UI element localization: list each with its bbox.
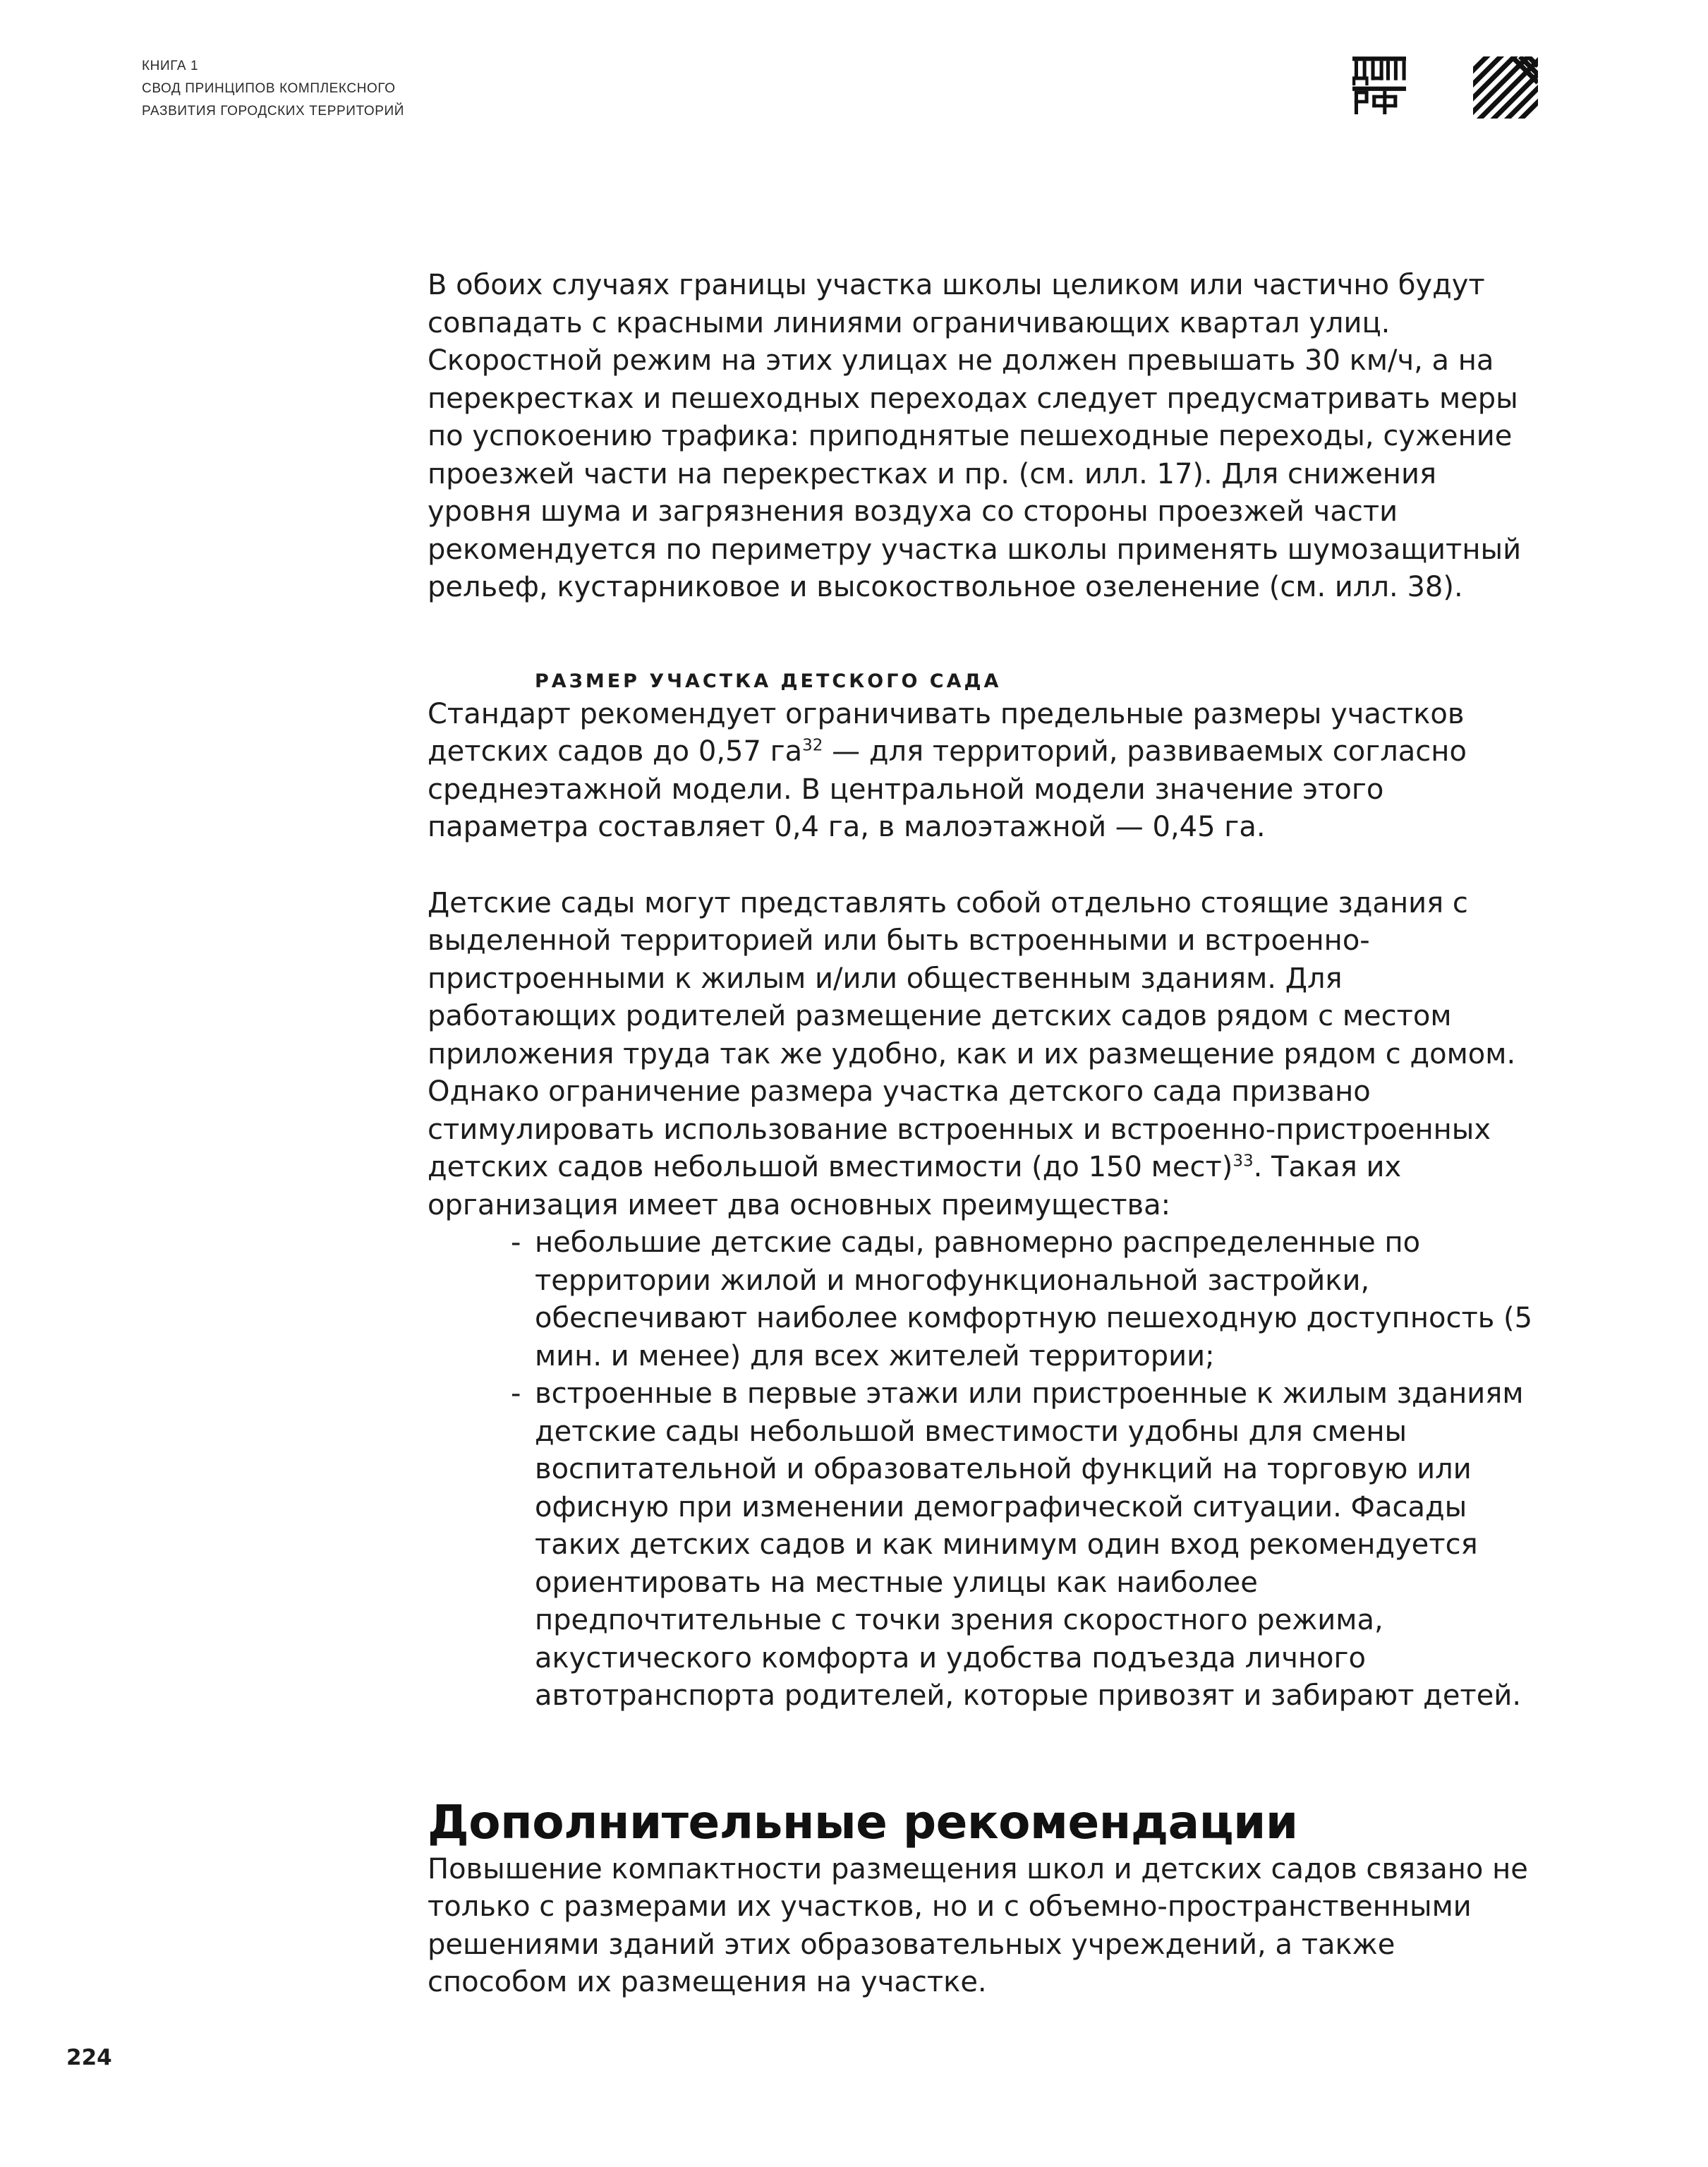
paragraph-text: Детские сады могут представлять собой отдельно стоящие здания с выделенной территорией или быть встроенными и встроенно-пристроенными к жилым и/или общественным зданиям. Для работающих родителей размещение детских садов рядом с местом приложения труда так же удобно, как и их размещение рядом с домом. Однако ограничение размера участка детского сада призвано стимулировать использование встроенных и встроенно-пристроенных детских садов небольшой вместимости (до 150 мест) xyxy=(428,886,1516,1183)
paragraph-text: Стандарт рекомендует ограничивать предельные размеры участков детских садов до 0,57 га xyxy=(428,697,1465,768)
footnote-ref-33: 33 xyxy=(1232,1152,1254,1171)
running-header xyxy=(142,55,777,123)
body-column xyxy=(428,267,1539,2002)
book-title-line-2: РАЗВИТИЯ ГОРОДСКИХ ТЕРРИТОРИЙ xyxy=(142,104,405,119)
advantages-list xyxy=(428,1224,1539,1715)
striped-emblem-logo[interactable] xyxy=(1473,56,1538,119)
list-item xyxy=(428,1224,1539,1375)
paragraph-compactness: Повышение компактности размещения школ и детских садов связано не только с размерами их участков, но и с объемно-пространственными решениями зданий этих образовательных учреждений, а также способом их размещения на участке. xyxy=(428,1852,1528,1998)
list-item xyxy=(428,1375,1539,1715)
paragraph-kindergarten-standard xyxy=(428,696,1539,847)
footnote-ref-32: 32 xyxy=(802,736,823,755)
dom-rf-logo[interactable] xyxy=(1352,56,1406,119)
paragraph-text: . Такая их организация имеет два основных преимущества: xyxy=(428,1151,1402,1221)
list-item-text: небольшие детские сады, равномерно распределенные по территории жилой и многофункциональной застройки, обеспечивают наиболее комфортную пешеходную доступность (5 мин. и менее) для всех жителей территории; xyxy=(535,1226,1533,1372)
list-item-text: встроенные в первые этажи или пристроенные к жилым зданиям детские сады небольшой вместимости удобны для смены воспитательной и образовательной функций на торговую или офисную при изменении демографической ситуации. Фасады таких детских садов и как минимум один вход рекомендуется ориентировать на местные улицы как наиболее предпочтительные с точки зрения скоростного режима, акустического комфорта и удобства подъезда личного автотранспорта родителей, которые привозят и забирают детей. xyxy=(535,1377,1524,1712)
book-title-line-1: СВОД ПРИНЦИПОВ КОМПЛЕКСНОГО xyxy=(142,81,396,96)
bullet-dash: - xyxy=(511,1226,521,1259)
paragraph-text: — для территорий, развиваемых согласно среднеэтажной модели. В центральной модели значение этого параметра составляет 0,4 га, в малоэтажной — 0,45 га. xyxy=(428,735,1467,843)
page-number: 224 xyxy=(66,2045,112,2070)
subheading-kindergarten-plot-size: РАЗМЕР УЧАСТКА ДЕТСКОГО САДА xyxy=(535,670,1002,692)
paragraph-kindergarten-types xyxy=(428,885,1539,1225)
bullet-dash: - xyxy=(511,1377,521,1410)
paragraph-school-boundaries: В обоих случаях границы участка школы целиком или частично будут совпадать с красными линиями ограничивающих квартал улиц. Скоростной режим на этих улицах не должен превышать 30 км/ч, а на перекрестках и пешеходных переходах следует предусматривать меры по успокоению трафика: приподнятые пешеходные переходы, сужение проезжей части на перекрестках и пр. (см. илл. 17). Для снижения уровня шума и загрязнения воздуха со стороны проезжей части рекомендуется по периметру участка школы применять шумозащитный рельеф, кустарниковое и высокоствольное озеленение (см. илл. 38). xyxy=(428,269,1522,603)
section-heading-additional-recommendations: Дополнительные рекомендации xyxy=(428,1794,1298,1849)
book-number: КНИГА 1 xyxy=(142,59,199,73)
